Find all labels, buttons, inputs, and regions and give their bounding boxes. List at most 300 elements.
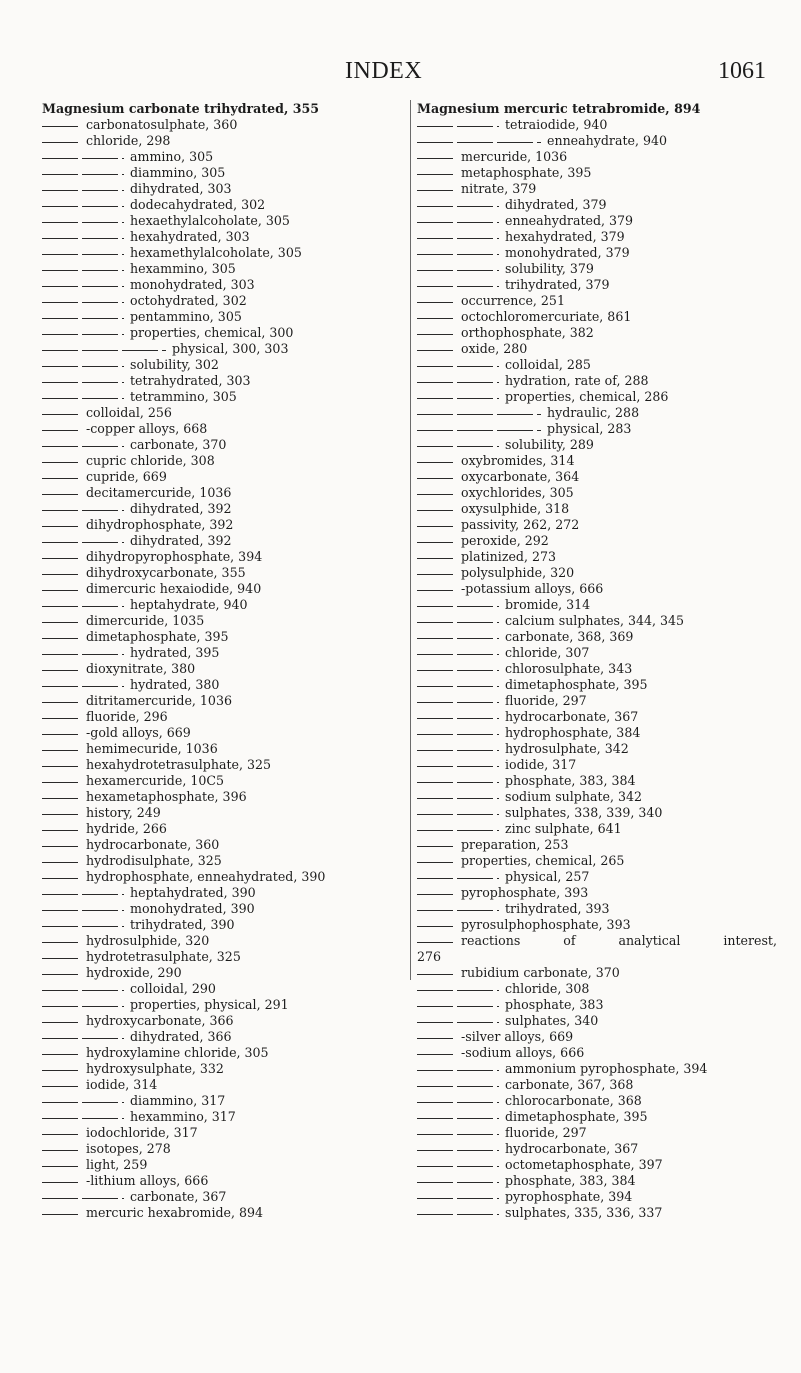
index-entry: [417, 757, 777, 773]
ditto-dashes: [42, 968, 80, 977]
index-entry-text: reactions of analytical interest,: [461, 933, 777, 948]
index-entry: [42, 741, 404, 757]
index-entry-text: properties, chemical, 286: [505, 389, 669, 404]
ditto-dashes: [42, 808, 80, 817]
index-entry: [417, 933, 777, 949]
index-entry: [417, 773, 777, 789]
ditto-dashes: [42, 840, 80, 849]
index-entry: [417, 1189, 777, 1205]
ditto-dashes: [417, 312, 455, 321]
index-entry-text: pyrosulphophosphate, 393: [461, 917, 631, 932]
index-entry-text: iodide, 314: [86, 1077, 158, 1092]
index-entry-text: zinc sulphate, 641: [505, 821, 622, 836]
column-divider: [410, 100, 411, 980]
index-entry: [42, 197, 404, 213]
index-entry: [42, 1109, 404, 1125]
index-entry: [42, 773, 404, 789]
index-entry-text: mercuride, 1036: [461, 149, 568, 164]
index-column-left: [42, 101, 404, 1221]
index-entry: [42, 613, 404, 629]
index-entry: [42, 1157, 404, 1173]
ditto-dashes: [417, 168, 455, 177]
ditto-dashes: [417, 600, 499, 609]
index-entry-text: tetrammino, 305: [130, 389, 237, 404]
index-entry: [417, 357, 777, 373]
index-entry-text: pyrophosphate, 393: [461, 885, 589, 900]
index-entry: [417, 261, 777, 277]
ditto-dashes: [42, 648, 124, 657]
index-entry-text: iodide, 317: [505, 757, 577, 772]
ditto-dashes: [417, 1000, 499, 1009]
index-entry-text: oxysulphide, 318: [461, 501, 570, 516]
index-entry-text: dimetaphosphate, 395: [86, 629, 229, 644]
index-entry-text: occurrence, 251: [461, 293, 565, 308]
index-entry-text: preparation, 253: [461, 837, 569, 852]
index-entry-text: dihydrated, 379: [505, 197, 607, 212]
index-entry-text: pentammino, 305: [130, 309, 242, 324]
ditto-dashes: [42, 1160, 80, 1169]
ditto-dashes: [42, 584, 80, 593]
index-entry: [417, 1077, 777, 1093]
index-entry: [417, 1205, 777, 1221]
index-entry: [42, 901, 404, 917]
index-entry-text: platinized, 273: [461, 549, 557, 564]
index-entry: [417, 469, 777, 485]
ditto-dashes: [42, 1080, 80, 1089]
index-entry: [42, 645, 404, 661]
index-entry-text: -sodium alloys, 666: [461, 1045, 585, 1060]
page-title: INDEX: [345, 58, 423, 84]
index-entry: [42, 421, 404, 437]
index-entry: [42, 837, 404, 853]
index-entry-text: chlorosulphate, 343: [505, 661, 633, 676]
ditto-dashes: [42, 792, 80, 801]
ditto-dashes: [417, 120, 499, 129]
index-entry: [42, 261, 404, 277]
index-entry-text: pyrophosphate, 394: [505, 1189, 633, 1204]
ditto-dashes: [42, 312, 124, 321]
ditto-dashes: [42, 1208, 80, 1217]
ditto-dashes: [42, 120, 80, 129]
ditto-dashes: [417, 664, 499, 673]
index-entry: [42, 1189, 404, 1205]
ditto-dashes: [417, 776, 499, 785]
ditto-dashes: [417, 440, 499, 449]
index-entry: [417, 485, 777, 501]
index-entry-text: dihydrated, 392: [130, 533, 232, 548]
ditto-dashes: [42, 136, 80, 145]
ditto-dashes: [417, 360, 499, 369]
index-entry: [42, 869, 404, 885]
ditto-dashes: [417, 408, 541, 417]
ditto-dashes: [42, 1000, 124, 1009]
index-entry: [42, 821, 404, 837]
index-entry-text: monohydrated, 303: [130, 277, 255, 292]
index-entry-text: bromide, 314: [505, 597, 591, 612]
index-entry: [42, 805, 404, 821]
index-entry-text: hemimecuride, 1036: [86, 741, 218, 756]
index-entry-text: hydrophosphate, 384: [505, 725, 641, 740]
index-entry-text: history, 249: [86, 805, 161, 820]
ditto-dashes: [42, 904, 124, 913]
index-entry-text: dimetaphosphate, 395: [505, 677, 648, 692]
index-entry-text: hydrocarbonate, 360: [86, 837, 220, 852]
index-entry-text: octohydrated, 302: [130, 293, 247, 308]
ditto-dashes: [417, 536, 455, 545]
ditto-dashes: [417, 1048, 455, 1057]
ditto-dashes: [417, 1112, 499, 1121]
index-entry-text: oxybromides, 314: [461, 453, 575, 468]
index-entry-text: hydroxide, 290: [86, 965, 182, 980]
index-entry-text: rubidium carbonate, 370: [461, 965, 620, 980]
index-entry: [417, 805, 777, 821]
ditto-dashes: [42, 296, 124, 305]
ditto-dashes: [417, 472, 455, 481]
index-entry: [42, 133, 404, 149]
index-entry: [417, 229, 777, 245]
index-entry-text: isotopes, 278: [86, 1141, 171, 1156]
index-entry-text: trihydrated, 379: [505, 277, 610, 292]
index-entry: [42, 725, 404, 741]
index-entry-text: enneahydrate, 940: [547, 133, 668, 148]
ditto-dashes: [417, 1096, 499, 1105]
ditto-dashes: [417, 1064, 499, 1073]
index-entry: [42, 997, 404, 1013]
index-entry: [42, 949, 404, 965]
index-entry: [42, 693, 404, 709]
index-entry-text: decitamercuride, 1036: [86, 485, 232, 500]
index-entry-text: calcium sulphates, 344, 345: [505, 613, 685, 628]
ditto-dashes: [417, 920, 455, 929]
ditto-dashes: [417, 1208, 499, 1217]
index-entry: [417, 533, 777, 549]
index-entry-text: hexamethylalcoholate, 305: [130, 245, 302, 260]
ditto-dashes: [42, 728, 80, 737]
index-entry-text: dihydrated, 366: [130, 1029, 232, 1044]
index-entry: [417, 597, 777, 613]
ditto-dashes: [42, 1064, 80, 1073]
index-entry: [42, 629, 404, 645]
index-entry: [42, 1173, 404, 1189]
ditto-dashes: [42, 1048, 80, 1057]
index-entry: [42, 853, 404, 869]
index-entry-text: carbonate, 367: [130, 1189, 227, 1204]
ditto-dashes: [42, 1192, 124, 1201]
index-entry-text: hydrotetrasulphate, 325: [86, 949, 241, 964]
index-entry: [42, 677, 404, 693]
index-heading: [417, 101, 777, 117]
ditto-dashes: [417, 296, 455, 305]
index-entry-text: nitrate, 379: [461, 181, 537, 196]
index-entry-text: colloidal, 256: [86, 405, 172, 420]
ditto-dashes: [42, 456, 80, 465]
ditto-dashes: [42, 536, 124, 545]
index-entry: [417, 917, 777, 933]
index-entry-text: heptahydrated, 390: [130, 885, 256, 900]
index-entry: [42, 565, 404, 581]
index-entry-text: hydroxycarbonate, 366: [86, 1013, 234, 1028]
index-entry-text: hydration, rate of, 288: [505, 373, 649, 388]
ditto-dashes: [42, 936, 80, 945]
index-entry-text: carbonate, 367, 368: [505, 1077, 634, 1092]
index-entry: [417, 965, 777, 981]
ditto-dashes: [42, 1176, 80, 1185]
page-number: 1061: [718, 58, 766, 84]
index-entry: [417, 1061, 777, 1077]
index-entry: [42, 533, 404, 549]
ditto-dashes: [417, 264, 499, 273]
index-entry-text: hydrodisulphate, 325: [86, 853, 222, 868]
ditto-dashes: [42, 280, 124, 289]
ditto-dashes: [42, 184, 124, 193]
ditto-dashes: [417, 808, 499, 817]
ditto-dashes: [42, 1096, 124, 1105]
index-entry: [417, 117, 777, 133]
index-entry: [417, 661, 777, 677]
index-entry: [42, 933, 404, 949]
ditto-dashes: [417, 888, 455, 897]
ditto-dashes: [417, 552, 455, 561]
index-entry-text: ammino, 305: [130, 149, 214, 164]
index-entry: [417, 181, 777, 197]
ditto-dashes: [42, 984, 124, 993]
ditto-dashes: [417, 680, 499, 689]
index-entry: [42, 181, 404, 197]
index-entry-text: dimetaphosphate, 395: [505, 1109, 648, 1124]
index-entry: [42, 1013, 404, 1029]
index-entry-text: mercuric hexabromide, 894: [86, 1205, 264, 1220]
index-entry-text: hydrated, 380: [130, 677, 220, 692]
ditto-dashes: [42, 248, 124, 257]
index-entry-text: carbonate, 368, 369: [505, 629, 634, 644]
index-entry: [417, 341, 777, 357]
ditto-dashes: [417, 232, 499, 241]
ditto-dashes: [417, 728, 499, 737]
index-entry: [417, 709, 777, 725]
page-header: [0, 58, 801, 88]
index-entry-text: sodium sulphate, 342: [505, 789, 643, 804]
index-entry: [42, 149, 404, 165]
index-entry: [42, 581, 404, 597]
index-entry-text: Magnesium carbonate trihydrated, 355: [42, 101, 320, 116]
index-entry: [42, 1077, 404, 1093]
index-entry-text: cupride, 669: [86, 469, 167, 484]
ditto-dashes: [42, 152, 124, 161]
index-entry-text: passivity, 262, 272: [461, 517, 580, 532]
index-entry-text: sulphates, 335, 336, 337: [505, 1205, 663, 1220]
index-entry: [42, 789, 404, 805]
index-entry-text: fluoride, 296: [86, 709, 168, 724]
index-entry: [42, 485, 404, 501]
index-entry: [42, 309, 404, 325]
ditto-dashes: [42, 680, 124, 689]
index-entry-text: colloidal, 285: [505, 357, 591, 372]
ditto-dashes: [42, 472, 80, 481]
ditto-dashes: [42, 200, 124, 209]
index-entry: [417, 149, 777, 165]
ditto-dashes: [42, 1032, 124, 1041]
index-entry: [417, 309, 777, 325]
ditto-dashes: [417, 280, 499, 289]
ditto-dashes: [417, 200, 499, 209]
index-entry-text: polysulphide, 320: [461, 565, 575, 580]
ditto-dashes: [417, 792, 499, 801]
ditto-dashes: [42, 920, 124, 929]
ditto-dashes: [42, 392, 124, 401]
ditto-dashes: [42, 696, 80, 705]
index-entry: [42, 757, 404, 773]
index-entry: [42, 517, 404, 533]
ditto-dashes: [417, 392, 499, 401]
index-entry: [417, 789, 777, 805]
index-entry-text: octometaphosphate, 397: [505, 1157, 663, 1172]
ditto-dashes: [417, 1128, 499, 1137]
index-entry: [417, 325, 777, 341]
ditto-dashes: [417, 424, 541, 433]
index-entry-text: fluoride, 297: [505, 1125, 587, 1140]
ditto-dashes: [42, 168, 124, 177]
index-entry-text: monohydrated, 390: [130, 901, 255, 916]
index-entry: [417, 741, 777, 757]
ditto-dashes: [42, 824, 80, 833]
index-entry: [417, 133, 777, 149]
index-entry: [42, 229, 404, 245]
index-entry: [417, 501, 777, 517]
index-entry: [417, 613, 777, 629]
index-entry-text: hexahydrated, 379: [505, 229, 625, 244]
index-entry: [417, 1045, 777, 1061]
index-entry: [42, 501, 404, 517]
index-entry-text: hydride, 266: [86, 821, 167, 836]
index-entry: [42, 389, 404, 405]
ditto-dashes: [42, 328, 124, 337]
ditto-dashes: [417, 648, 499, 657]
index-entry-text: physical, 257: [505, 869, 590, 884]
index-entry-text: dihydrophosphate, 392: [86, 517, 234, 532]
index-entry: [42, 1141, 404, 1157]
index-entry: [417, 1013, 777, 1029]
index-entry-text: fluoride, 297: [505, 693, 587, 708]
index-entry-text: hydrophosphate, enneahydrated, 390: [86, 869, 326, 884]
index-entry: [42, 453, 404, 469]
ditto-dashes: [42, 264, 124, 273]
index-entry-text: chloride, 307: [505, 645, 590, 660]
ditto-dashes: [417, 1160, 499, 1169]
index-entry-text: dihydrated, 303: [130, 181, 232, 196]
index-entry: [42, 1061, 404, 1077]
ditto-dashes: [42, 760, 80, 769]
index-entry-text: hexaethylalcoholate, 305: [130, 213, 290, 228]
index-entry-text: enneahydrated, 379: [505, 213, 634, 228]
index-entry-text: dihydrated, 392: [130, 501, 232, 516]
index-entry-text: -copper alloys, 668: [86, 421, 208, 436]
index-entry-text: tetrahydrated, 303: [130, 373, 251, 388]
index-entry-text: light, 259: [86, 1157, 148, 1172]
index-entry: [42, 373, 404, 389]
index-entry-text: octochloromercuriate, 861: [461, 309, 632, 324]
index-entry-text: hydrated, 395: [130, 645, 220, 660]
index-entry-text: chloride, 308: [505, 981, 590, 996]
index-entry-text: oxycarbonate, 364: [461, 469, 580, 484]
index-entry: [417, 165, 777, 181]
index-entry-text: hexametaphosphate, 396: [86, 789, 247, 804]
ditto-dashes: [42, 744, 80, 753]
ditto-dashes: [417, 856, 455, 865]
index-entry: [42, 1045, 404, 1061]
index-entry: [417, 645, 777, 661]
ditto-dashes: [42, 616, 80, 625]
index-entry-text: hexammino, 305: [130, 261, 236, 276]
index-entry-text: monohydrated, 379: [505, 245, 630, 260]
ditto-dashes: [42, 856, 80, 865]
ditto-dashes: [42, 632, 80, 641]
index-entry-text: -silver alloys, 669: [461, 1029, 574, 1044]
index-entry-text: hydrosulphate, 342: [505, 741, 629, 756]
index-entry: [42, 293, 404, 309]
index-entry: [417, 453, 777, 469]
index-entry-text: chlorocarbonate, 368: [505, 1093, 642, 1108]
ditto-dashes: [42, 1112, 124, 1121]
index-entry: [417, 901, 777, 917]
index-entry-text: hexahydrotetrasulphate, 325: [86, 757, 272, 772]
index-entry: [417, 1125, 777, 1141]
ditto-dashes: [417, 328, 455, 337]
index-entry: [417, 437, 777, 453]
index-entry: [417, 693, 777, 709]
index-entry-text: -gold alloys, 669: [86, 725, 191, 740]
ditto-dashes: [42, 344, 166, 353]
index-entry-text: dimercuride, 1035: [86, 613, 205, 628]
ditto-dashes: [42, 488, 80, 497]
index-entry-text: diammino, 305: [130, 165, 226, 180]
index-entry-text: -lithium alloys, 666: [86, 1173, 209, 1188]
ditto-dashes: [42, 232, 124, 241]
index-entry: [417, 997, 777, 1013]
ditto-dashes: [417, 152, 455, 161]
index-entry: [417, 821, 777, 837]
index-entry-text: hydrocarbonate, 367: [505, 1141, 639, 1156]
index-entry: [417, 677, 777, 693]
ditto-dashes: [417, 1016, 499, 1025]
index-heading: [42, 101, 404, 117]
ditto-dashes: [417, 968, 455, 977]
index-entry-text: iodochloride, 317: [86, 1125, 198, 1140]
ditto-dashes: [42, 1144, 80, 1153]
ditto-dashes: [42, 216, 124, 225]
index-entry: [417, 197, 777, 213]
index-entry-text: trihydrated, 390: [130, 917, 235, 932]
index-entry-text: chloride, 298: [86, 133, 171, 148]
index-entry: [42, 469, 404, 485]
index-entry: [42, 981, 404, 997]
index-entry: [42, 1093, 404, 1109]
ditto-dashes: [42, 440, 124, 449]
ditto-dashes: [417, 488, 455, 497]
index-entry-text: dihydroxycarbonate, 355: [86, 565, 246, 580]
ditto-dashes: [417, 504, 455, 513]
ditto-dashes: [417, 520, 455, 529]
ditto-dashes: [42, 872, 80, 881]
index-entry: [417, 837, 777, 853]
index-entry: [42, 1029, 404, 1045]
ditto-dashes: [42, 360, 124, 369]
ditto-dashes: [42, 408, 80, 417]
index-entry: [417, 853, 777, 869]
index-entry-text: hydroxylamine chloride, 305: [86, 1045, 269, 1060]
ditto-dashes: [417, 1176, 499, 1185]
index-entry-text: tetraiodide, 940: [505, 117, 608, 132]
ditto-dashes: [417, 904, 499, 913]
